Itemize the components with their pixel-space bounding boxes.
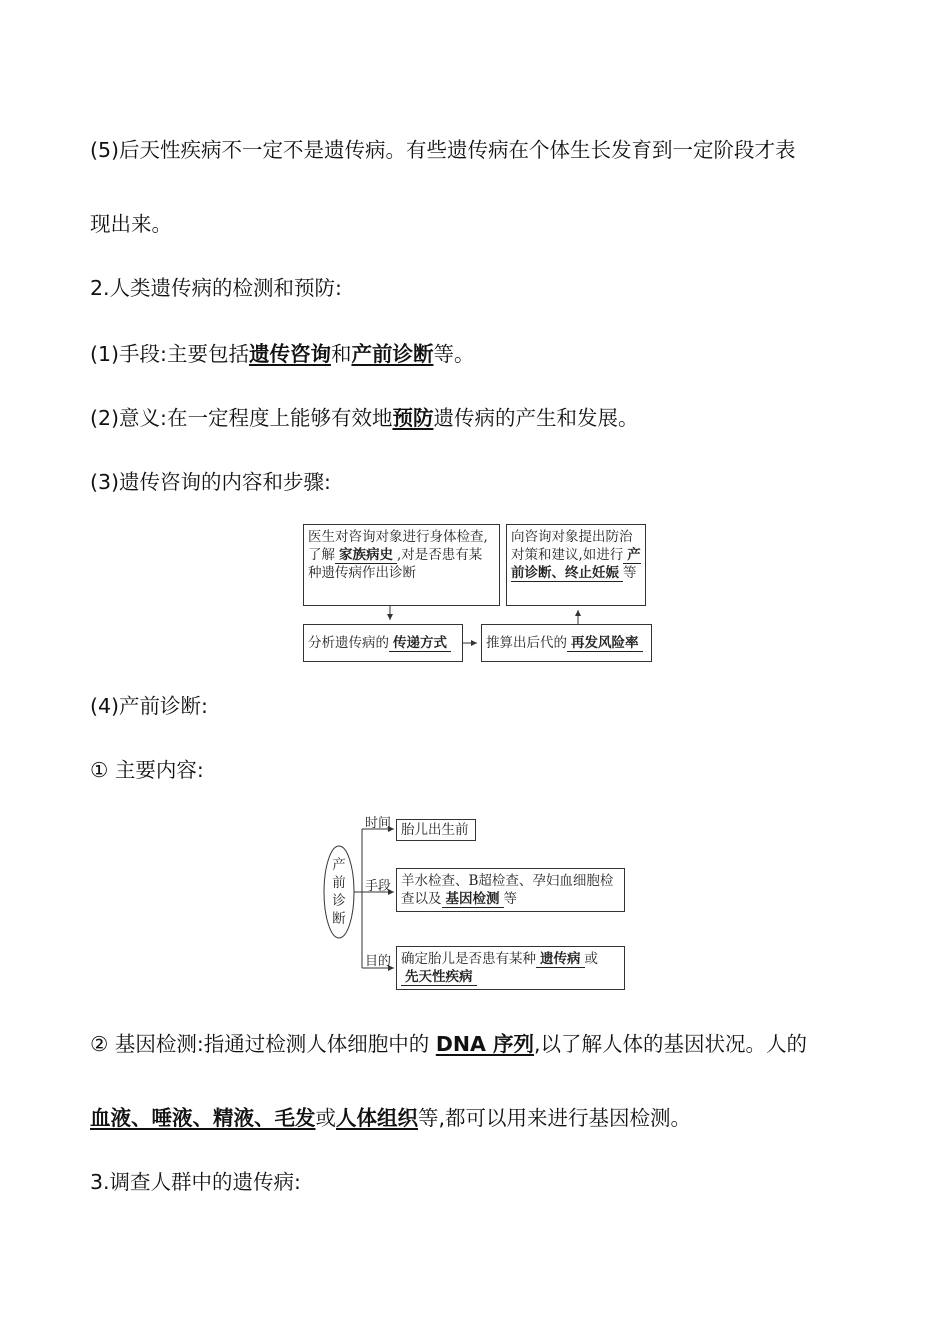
counsel-step-advice-box: 向咨询对象提出防治对策和建议,如进行 产前诊断、终止妊娠 等 [506,524,646,606]
answer-dna-sequence: DNA 序列 [435,1032,535,1056]
branch-purpose-label: 目的 [365,954,392,969]
counsel-step-exam-box: 医生对咨询对象进行身体检查,了解 家族病史 ,对是否患有某种遗传病作出诊断 [303,524,500,606]
answer-genetic-counseling: 遗传咨询 [248,342,331,366]
para-5-line2: 现出来。 [90,212,172,236]
para-2-2: (2)意义:在一定程度上能够有效地预防遗传病的产生和发展。 [90,406,639,430]
prenatal-diagnosis-ellipse-label: 产前诊断 [332,857,346,927]
section-3-heading: 3.调查人群中的遗传病: [90,1170,301,1194]
para-2-4-2-line1: ② 基因检测:指通过检测人体细胞中的 DNA 序列,以了解人体的基因状况。人的 [90,1032,808,1056]
counsel-step-risk-box: 推算出后代的 再发风险率 [481,624,652,662]
para-5-line1: (5)后天性疾病不一定不是遗传病。有些遗传病在个体生长发育到一定阶段才表 [90,138,796,162]
answer-samples: 血液、唾液、精液、毛发 [90,1106,316,1130]
para-2-3: (3)遗传咨询的内容和步骤: [90,470,331,494]
branch-time-box: 胎儿出生前 [396,819,476,841]
branch-time-label: 时间 [365,816,392,831]
branch-method-label: 手段 [365,879,392,894]
branch-purpose-box: 确定胎儿是否患有某种 遗传病 或 先天性疾病 [396,946,625,990]
answer-prenatal-diagnosis: 产前诊断 [351,342,434,366]
answer-prevent: 预防 [392,406,434,430]
answer-tissue: 人体组织 [336,1106,418,1130]
para-2-4: (4)产前诊断: [90,694,208,718]
para-2-4-1: ① 主要内容: [90,758,204,782]
branch-method-box: 羊水检查、B超检查、孕妇血细胞检查以及 基因检测 等 [396,868,625,912]
para-2-4-2-line2: 血液、唾液、精液、毛发或人体组织等,都可以用来进行基因检测。 [90,1106,692,1130]
section-2-heading: 2.人类遗传病的检测和预防: [90,276,342,300]
para-2-1: (1)手段:主要包括遗传咨询和产前诊断等。 [90,342,475,366]
counsel-step-analyze-box: 分析遗传病的 传递方式 [303,624,463,662]
